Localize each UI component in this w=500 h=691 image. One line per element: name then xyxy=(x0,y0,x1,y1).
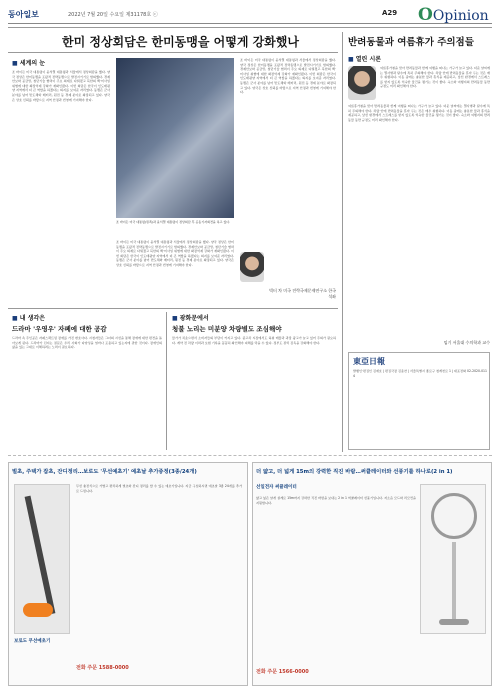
section-title: OOpinion xyxy=(418,5,489,25)
column-title-text: 세계의 눈 xyxy=(19,60,46,67)
left-column-title-text: 내 생각은 xyxy=(19,315,46,322)
column-title: ■ 세계의 눈 xyxy=(12,60,46,67)
trimmer-image xyxy=(14,484,70,634)
left-ad-body: 무선 충전식으로 가볍고 편리하게 벌초와 잔디 정리를 할 수 있는 예초기입니다. 지금 구입하시면 예초날 3종 24개를 추가로 드립니다. xyxy=(76,484,242,493)
left-ad-brand: 보로도 무선예초기 xyxy=(14,639,51,644)
summit-photo xyxy=(116,58,234,218)
left-headline: 드라마 '우영우' 자폐에 대한 공감 xyxy=(12,325,107,333)
main-bottom-rule xyxy=(8,308,338,309)
fan-base xyxy=(439,619,469,625)
masthead-title: 東亞日報 xyxy=(353,356,385,366)
main-headline: 한미 정상회담은 한미동맹을 어떻게 강화했나 xyxy=(62,35,299,49)
page-header xyxy=(8,5,492,25)
main-body-col2: 조 바이든 미국 대통령이 윤석열 대통령과 서울에서 정상회담을 했다. 양국 정상은 한미동맹을 포괄적 전략동맹으로 발전시키기로 합의했다. 경제안보와 공급망, 첨단기술 협력이 주요 의제로 다뤄졌고 북한의 핵·미사일 위협에 대한 확장억제 강화가 재확인됐다. 이번 회담은 한국이 인도태평양 지역에서 더 큰 역할을 하겠다는 의지를 보여준 자리였다. 동맹은 군사 분야를 넘어 반도체와 배터리, 원전 등 경제 분야로 확장되고 있다. 양국은 상호 신뢰를 바탕으로 지역 안정과 번영에 기여해야 한다. xyxy=(116,240,234,267)
right-ad-body: 얇고 넓은 날개 설계로 15m까지 강력한 직진 바람을 보내는 2 in 1 써큘레이터 선풍기입니다. 저소음 모드와 리모컨을 지원합니다. xyxy=(256,496,416,505)
left-ad-phone: 전화 주문 1588-0000 xyxy=(76,665,129,671)
page-number: A29 xyxy=(382,9,398,17)
left-body: 드라마 속 주인공은 자폐스펙트럼 장애를 가진 변호사다. 시청자들은 그녀의 시선을 통해 장애에 대한 편견을 돌아보게 된다. 드라마가 던지는 질문은 우리 사회가 다양성을 얼마나 포용하고 있는지에 관한 것이다. 장애인의 삶을 있는 그대로 이해하려는 노력이 필요하다. xyxy=(12,336,162,350)
column-divider xyxy=(166,312,167,450)
middle-column-title-text: 광화문에서 xyxy=(179,315,209,322)
right-column-title-text: 열린 시론 xyxy=(355,56,382,63)
right-author-byline: 임기 서울대 수의학과 교수 xyxy=(443,340,490,345)
author-portrait xyxy=(240,252,264,282)
right-ad-headline: 더 얇고, 더 넓게 15m의 강력한 직진 바람…써큘레이터와 선풍기를 하나로(2 in 1) xyxy=(256,469,453,475)
trimmer-shaft xyxy=(25,496,56,615)
masthead-lines: 발행인·편집인 김재호 | 편집국장 김용찬 | 서울특별시 종로구 청계천로 1 | 대표전화 02-2020-0114 xyxy=(353,369,487,378)
right-ad-brand: 선일전자 써큘레이터 xyxy=(256,485,297,490)
middle-column-title: ■ 광화문에서 xyxy=(172,315,209,322)
right-author-portrait xyxy=(348,66,376,100)
right-body-top: 여름휴가철을 맞아 반려동물과 함께 여행을 떠나는 가구가 늘고 있다. 더운 날씨에는 열사병과 탈수에 특히 주의해야 한다. 차량 안에 반려동물을 혼자 두는 것은 매우 위험하다. 이동 중에는 충분한 물과 휴식을 제공하고, 낯선 환경에서 스트레스를 받지 않도록 익숙한 물건을 챙기는 것이 좋다. 숙소와 여행지의 반려동물 동반 규정도 미리 확인해야 한다. xyxy=(380,66,490,89)
right-column-divider xyxy=(342,32,343,452)
author-byline: 빅터 차 미국 전략국제문제연구소 한국석좌 xyxy=(269,288,336,299)
main-body-col1: 조 바이든 미국 대통령이 윤석열 대통령과 서울에서 정상회담을 했다. 양국 정상은 한미동맹을 포괄적 전략동맹으로 발전시키기로 합의했다. 경제안보와 공급망, 첨단기술 협력이 주요 의제로 다뤄졌고 북한의 핵·미사일 위협에 대한 확장억제 강화가 재확인됐다. 이번 회담은 한국이 인도태평양 지역에서 더 큰 역할을 하겠다는 의지를 보여준 자리였다. 동맹은 군사 분야를 넘어 반도체와 배터리, 원전 등 경제 분야로 확장되고 있다. 양국은 상호 신뢰를 바탕으로 지역 안정과 번영에 기여해야 한다. xyxy=(12,70,110,102)
right-ad-phone: 전화 주문 1566-0000 xyxy=(256,669,309,675)
section-title-text: Opinion xyxy=(432,8,489,24)
left-ad-headline: 벌초, 주택가 잡초, 잔디정리…보로도 '무선예초기' 예초날 추가증정(3종/24개) xyxy=(12,469,197,475)
right-column-title: ■ 열린 시론 xyxy=(348,56,382,63)
left-column-title: ■ 내 생각은 xyxy=(12,315,46,322)
fan-head xyxy=(431,493,477,539)
masthead-box xyxy=(348,352,490,450)
photo-caption: 조 바이든 미국 대통령(왼쪽)과 윤석열 대통령이 정상회담 후 공동기자회견을 하고 있다. xyxy=(116,220,231,224)
middle-body: 물가가 치솟으면서 소비자들의 부담이 커지고 있다. 중고차 시장에서도 허위 매물과 과장 광고가 늘고 있어 주의가 필요하다. 계약 전 차량 이력과 보험 기록을 꼼꼼히 확인해야 피해를 막을 수 있다. 정부도 관리 감독을 강화해야 한다. xyxy=(172,336,336,345)
main-headline-rule xyxy=(8,52,338,53)
main-body-col3: 조 바이든 미국 대통령이 윤석열 대통령과 서울에서 정상회담을 했다. 양국 정상은 한미동맹을 포괄적 전략동맹으로 발전시키기로 합의했다. 경제안보와 공급망, 첨단기술 협력이 주요 의제로 다뤄졌고 북한의 핵·미사일 위협에 대한 확장억제 강화가 재확인됐다. 이번 회담은 한국이 인도태평양 지역에서 더 큰 역할을 하겠다는 의지를 보여준 자리였다. 동맹은 군사 분야를 넘어 반도체와 배터리, 원전 등 경제 분야로 확장되고 있다. 양국은 상호 신뢰를 바탕으로 지역 안정과 번영에 기여해야 한다. xyxy=(240,58,336,95)
middle-headline: 청불 노리는 미분양 차량별도 조심해야 xyxy=(172,325,282,333)
newspaper-logo: 동아일보 xyxy=(8,10,39,19)
trimmer-head xyxy=(23,603,53,617)
ad-divider xyxy=(8,455,492,458)
header-divider xyxy=(8,27,492,28)
date-line: 2022년 7월 20일 수요일 제31178호 ⓒ xyxy=(68,12,158,18)
fan-pole xyxy=(452,542,456,620)
fan-image xyxy=(420,484,486,634)
right-body: 여름휴가철을 맞아 반려동물과 함께 여행을 떠나는 가구가 늘고 있다. 더운 날씨에는 열사병과 탈수에 특히 주의해야 한다. 차량 안에 반려동물을 혼자 두는 것은 매우 위험하다. 이동 중에는 충분한 물과 휴식을 제공하고, 낯선 환경에서 스트레스를 받지 않도록 익숙한 물건을 챙기는 것이 좋다. 숙소와 여행지의 반려동물 동반 규정도 미리 확인해야 한다. xyxy=(348,104,490,122)
right-headline: 반려동물과 여름휴가 주의점들 xyxy=(348,37,474,48)
